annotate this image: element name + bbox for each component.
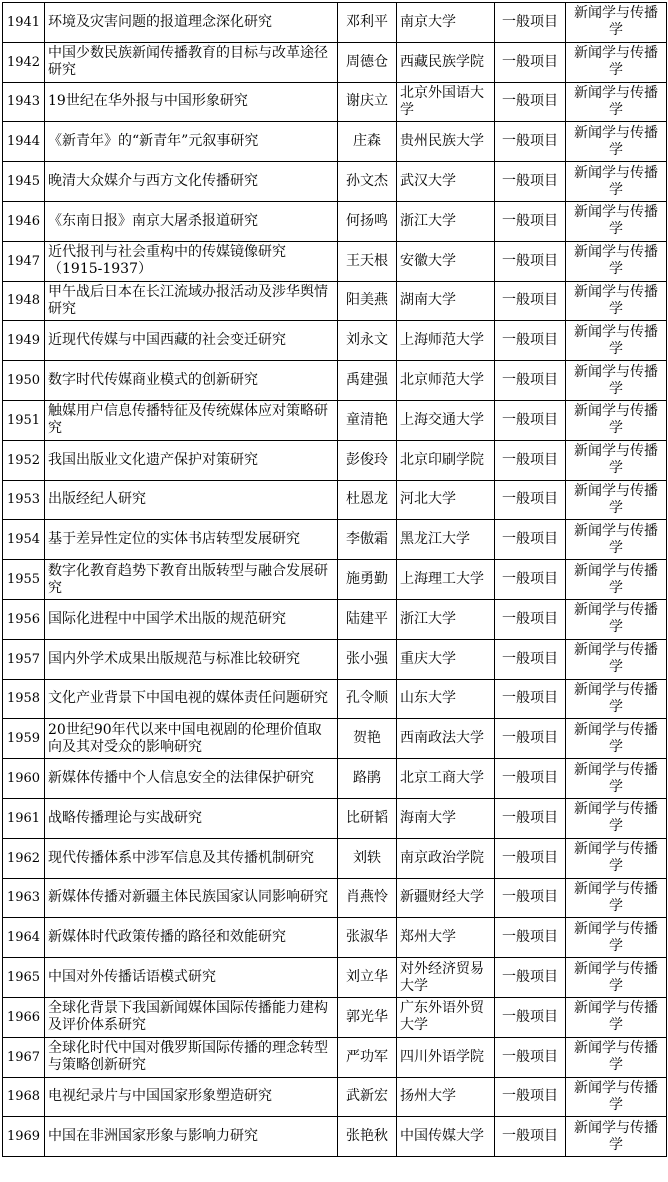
principal-investigator: 张艳秋 [338, 1117, 397, 1157]
project-number: 1955 [3, 560, 45, 600]
project-type: 一般项目 [495, 480, 566, 520]
table-row [3, 1077, 667, 1117]
institution: 贵州民族大学 [397, 122, 495, 162]
project-number: 1964 [3, 918, 45, 958]
discipline: 新闻学与传播学 [566, 321, 667, 361]
project-title: 基于差异性定位的实体书店转型发展研究 [45, 520, 338, 560]
discipline: 新闻学与传播学 [566, 838, 667, 878]
project-title: 国际化进程中中国学术出版的规范研究 [45, 599, 338, 639]
table-row [3, 241, 667, 281]
discipline: 新闻学与传播学 [566, 281, 667, 321]
principal-investigator: 刘永文 [338, 321, 397, 361]
table-row [3, 918, 667, 958]
project-type: 一般项目 [495, 1037, 566, 1077]
table-body [3, 3, 667, 1157]
table-row [3, 599, 667, 639]
project-type: 一般项目 [495, 878, 566, 918]
project-title: 全球化背景下我国新闻媒体国际传播能力建构及评价体系研究 [45, 997, 338, 1037]
institution: 黑龙江大学 [397, 520, 495, 560]
discipline: 新闻学与传播学 [566, 878, 667, 918]
project-title: 数字化教育趋势下教育出版转型与融合发展研究 [45, 560, 338, 600]
table-row [3, 480, 667, 520]
discipline: 新闻学与传播学 [566, 162, 667, 202]
discipline: 新闻学与传播学 [566, 400, 667, 440]
table-row [3, 162, 667, 202]
discipline: 新闻学与传播学 [566, 520, 667, 560]
institution: 南京政治学院 [397, 838, 495, 878]
principal-investigator: 孙文杰 [338, 162, 397, 202]
project-number: 1954 [3, 520, 45, 560]
project-number: 1943 [3, 82, 45, 122]
table-row [3, 719, 667, 759]
table-row [3, 1037, 667, 1077]
institution: 浙江大学 [397, 599, 495, 639]
project-title: 《新青年》的“新青年”元叙事研究 [45, 122, 338, 162]
project-title: 中国在非洲国家形象与影响力研究 [45, 1117, 338, 1157]
table-row [3, 440, 667, 480]
project-title: 战略传播理论与实战研究 [45, 798, 338, 838]
institution: 安徽大学 [397, 241, 495, 281]
principal-investigator: 比研韬 [338, 798, 397, 838]
table-row [3, 361, 667, 401]
project-number: 1962 [3, 838, 45, 878]
project-title: 19世纪在华外报与中国形象研究 [45, 82, 338, 122]
project-type: 一般项目 [495, 440, 566, 480]
project-type: 一般项目 [495, 958, 566, 998]
institution: 西藏民族学院 [397, 42, 495, 82]
table-row [3, 560, 667, 600]
project-type: 一般项目 [495, 918, 566, 958]
institution: 湖南大学 [397, 281, 495, 321]
project-title: 国内外学术成果出版规范与标准比较研究 [45, 639, 338, 679]
institution: 浙江大学 [397, 201, 495, 241]
institution: 郑州大学 [397, 918, 495, 958]
institution: 新疆财经大学 [397, 878, 495, 918]
project-type: 一般项目 [495, 759, 566, 799]
principal-investigator: 周德仓 [338, 42, 397, 82]
project-number: 1965 [3, 958, 45, 998]
project-title: 中国少数民族新闻传播教育的目标与改革途径研究 [45, 42, 338, 82]
institution: 扬州大学 [397, 1077, 495, 1117]
table-row [3, 122, 667, 162]
discipline: 新闻学与传播学 [566, 639, 667, 679]
principal-investigator: 阳美燕 [338, 281, 397, 321]
project-number: 1968 [3, 1077, 45, 1117]
table-row [3, 520, 667, 560]
table-row [3, 1117, 667, 1157]
table-row [3, 679, 667, 719]
discipline: 新闻学与传播学 [566, 42, 667, 82]
table-row [3, 639, 667, 679]
principal-investigator: 刘轶 [338, 838, 397, 878]
discipline: 新闻学与传播学 [566, 3, 667, 43]
discipline: 新闻学与传播学 [566, 719, 667, 759]
principal-investigator: 张淑华 [338, 918, 397, 958]
project-type: 一般项目 [495, 3, 566, 43]
project-type: 一般项目 [495, 321, 566, 361]
project-type: 一般项目 [495, 122, 566, 162]
project-number: 1947 [3, 241, 45, 281]
project-number: 1953 [3, 480, 45, 520]
principal-investigator: 郭光华 [338, 997, 397, 1037]
principal-investigator: 庄森 [338, 122, 397, 162]
table-row [3, 201, 667, 241]
table-row [3, 321, 667, 361]
principal-investigator: 肖燕怜 [338, 878, 397, 918]
institution: 北京师范大学 [397, 361, 495, 401]
project-title: 晚清大众媒介与西方文化传播研究 [45, 162, 338, 202]
project-number: 1951 [3, 400, 45, 440]
principal-investigator: 谢庆立 [338, 82, 397, 122]
project-type: 一般项目 [495, 679, 566, 719]
institution: 南京大学 [397, 3, 495, 43]
project-number: 1942 [3, 42, 45, 82]
project-type: 一般项目 [495, 42, 566, 82]
project-number: 1967 [3, 1037, 45, 1077]
principal-investigator: 陆建平 [338, 599, 397, 639]
table-row [3, 878, 667, 918]
principal-investigator: 杜恩龙 [338, 480, 397, 520]
institution: 北京外国语大学 [397, 82, 495, 122]
discipline: 新闻学与传播学 [566, 241, 667, 281]
project-type: 一般项目 [495, 162, 566, 202]
project-number: 1956 [3, 599, 45, 639]
institution: 上海理工大学 [397, 560, 495, 600]
project-title: 文化产业背景下中国电视的媒体责任问题研究 [45, 679, 338, 719]
project-type: 一般项目 [495, 281, 566, 321]
project-title: 电视纪录片与中国国家形象塑造研究 [45, 1077, 338, 1117]
institution: 中国传媒大学 [397, 1117, 495, 1157]
project-title: 数字时代传媒商业模式的创新研究 [45, 361, 338, 401]
table-row [3, 42, 667, 82]
principal-investigator: 李傲霜 [338, 520, 397, 560]
discipline: 新闻学与传播学 [566, 122, 667, 162]
project-number: 1948 [3, 281, 45, 321]
project-number: 1949 [3, 321, 45, 361]
discipline: 新闻学与传播学 [566, 1037, 667, 1077]
table-row [3, 400, 667, 440]
project-number: 1963 [3, 878, 45, 918]
project-number: 1961 [3, 798, 45, 838]
institution: 上海师范大学 [397, 321, 495, 361]
project-title: 触媒用户信息传播特征及传统媒体应对策略研究 [45, 400, 338, 440]
principal-investigator: 何扬鸣 [338, 201, 397, 241]
project-type: 一般项目 [495, 1117, 566, 1157]
project-title: 中国对外传播话语模式研究 [45, 958, 338, 998]
project-title: 新媒体时代政策传播的路径和效能研究 [45, 918, 338, 958]
principal-investigator: 刘立华 [338, 958, 397, 998]
project-type: 一般项目 [495, 201, 566, 241]
institution: 北京印刷学院 [397, 440, 495, 480]
discipline: 新闻学与传播学 [566, 798, 667, 838]
principal-investigator: 邓利平 [338, 3, 397, 43]
project-type: 一般项目 [495, 599, 566, 639]
project-title: 新媒体传播中个人信息安全的法律保护研究 [45, 759, 338, 799]
institution: 河北大学 [397, 480, 495, 520]
project-title: 出版经纪人研究 [45, 480, 338, 520]
table-row [3, 759, 667, 799]
institution: 重庆大学 [397, 639, 495, 679]
principal-investigator: 路鹃 [338, 759, 397, 799]
project-type: 一般项目 [495, 241, 566, 281]
institution: 山东大学 [397, 679, 495, 719]
discipline: 新闻学与传播学 [566, 480, 667, 520]
project-number: 1946 [3, 201, 45, 241]
project-type: 一般项目 [495, 560, 566, 600]
principal-investigator: 孔令顺 [338, 679, 397, 719]
project-title: 甲午战后日本在长江流域办报活动及涉华舆情研究 [45, 281, 338, 321]
table-row [3, 3, 667, 43]
institution: 对外经济贸易大学 [397, 958, 495, 998]
project-number: 1969 [3, 1117, 45, 1157]
project-title: 环境及灾害问题的报道理念深化研究 [45, 3, 338, 43]
discipline: 新闻学与传播学 [566, 918, 667, 958]
project-type: 一般项目 [495, 400, 566, 440]
project-type: 一般项目 [495, 82, 566, 122]
discipline: 新闻学与传播学 [566, 440, 667, 480]
project-number: 1952 [3, 440, 45, 480]
project-title: 20世纪90年代以来中国电视剧的伦理价值取向及其对受众的影响研究 [45, 719, 338, 759]
project-title: 近代报刊与社会重构中的传媒镜像研究（1915-1937） [45, 241, 338, 281]
principal-investigator: 彭俊玲 [338, 440, 397, 480]
table-row [3, 997, 667, 1037]
project-number: 1950 [3, 361, 45, 401]
discipline: 新闻学与传播学 [566, 82, 667, 122]
discipline: 新闻学与传播学 [566, 201, 667, 241]
discipline: 新闻学与传播学 [566, 599, 667, 639]
project-number: 1944 [3, 122, 45, 162]
table-row [3, 281, 667, 321]
institution: 四川外语学院 [397, 1037, 495, 1077]
project-type: 一般项目 [495, 719, 566, 759]
table-row [3, 958, 667, 998]
project-type: 一般项目 [495, 1077, 566, 1117]
discipline: 新闻学与传播学 [566, 679, 667, 719]
project-number: 1958 [3, 679, 45, 719]
project-type: 一般项目 [495, 798, 566, 838]
project-number: 1966 [3, 997, 45, 1037]
project-title: 新媒体传播对新疆主体民族国家认同影响研究 [45, 878, 338, 918]
project-number: 1957 [3, 639, 45, 679]
principal-investigator: 禹建强 [338, 361, 397, 401]
principal-investigator: 王天根 [338, 241, 397, 281]
project-title: 现代传播体系中涉军信息及其传播机制研究 [45, 838, 338, 878]
principal-investigator: 张小强 [338, 639, 397, 679]
project-type: 一般项目 [495, 520, 566, 560]
discipline: 新闻学与传播学 [566, 759, 667, 799]
project-title: 我国出版业文化遗产保护对策研究 [45, 440, 338, 480]
project-list-table [2, 2, 667, 1157]
table-row [3, 82, 667, 122]
table-row [3, 798, 667, 838]
project-type: 一般项目 [495, 838, 566, 878]
project-type: 一般项目 [495, 639, 566, 679]
discipline: 新闻学与传播学 [566, 1117, 667, 1157]
table-row [3, 838, 667, 878]
institution: 海南大学 [397, 798, 495, 838]
institution: 广东外语外贸大学 [397, 997, 495, 1037]
principal-investigator: 贺艳 [338, 719, 397, 759]
discipline: 新闻学与传播学 [566, 560, 667, 600]
project-number: 1959 [3, 719, 45, 759]
project-number: 1960 [3, 759, 45, 799]
project-title: 近现代传媒与中国西藏的社会变迁研究 [45, 321, 338, 361]
project-number: 1941 [3, 3, 45, 43]
principal-investigator: 施勇勤 [338, 560, 397, 600]
discipline: 新闻学与传播学 [566, 361, 667, 401]
institution: 北京工商大学 [397, 759, 495, 799]
discipline: 新闻学与传播学 [566, 958, 667, 998]
principal-investigator: 童清艳 [338, 400, 397, 440]
institution: 武汉大学 [397, 162, 495, 202]
project-title: 《东南日报》南京大屠杀报道研究 [45, 201, 338, 241]
project-type: 一般项目 [495, 361, 566, 401]
principal-investigator: 武新宏 [338, 1077, 397, 1117]
principal-investigator: 严功军 [338, 1037, 397, 1077]
institution: 西南政法大学 [397, 719, 495, 759]
institution: 上海交通大学 [397, 400, 495, 440]
discipline: 新闻学与传播学 [566, 1077, 667, 1117]
project-type: 一般项目 [495, 997, 566, 1037]
discipline: 新闻学与传播学 [566, 997, 667, 1037]
project-title: 全球化时代中国对俄罗斯国际传播的理念转型与策略创新研究 [45, 1037, 338, 1077]
project-number: 1945 [3, 162, 45, 202]
